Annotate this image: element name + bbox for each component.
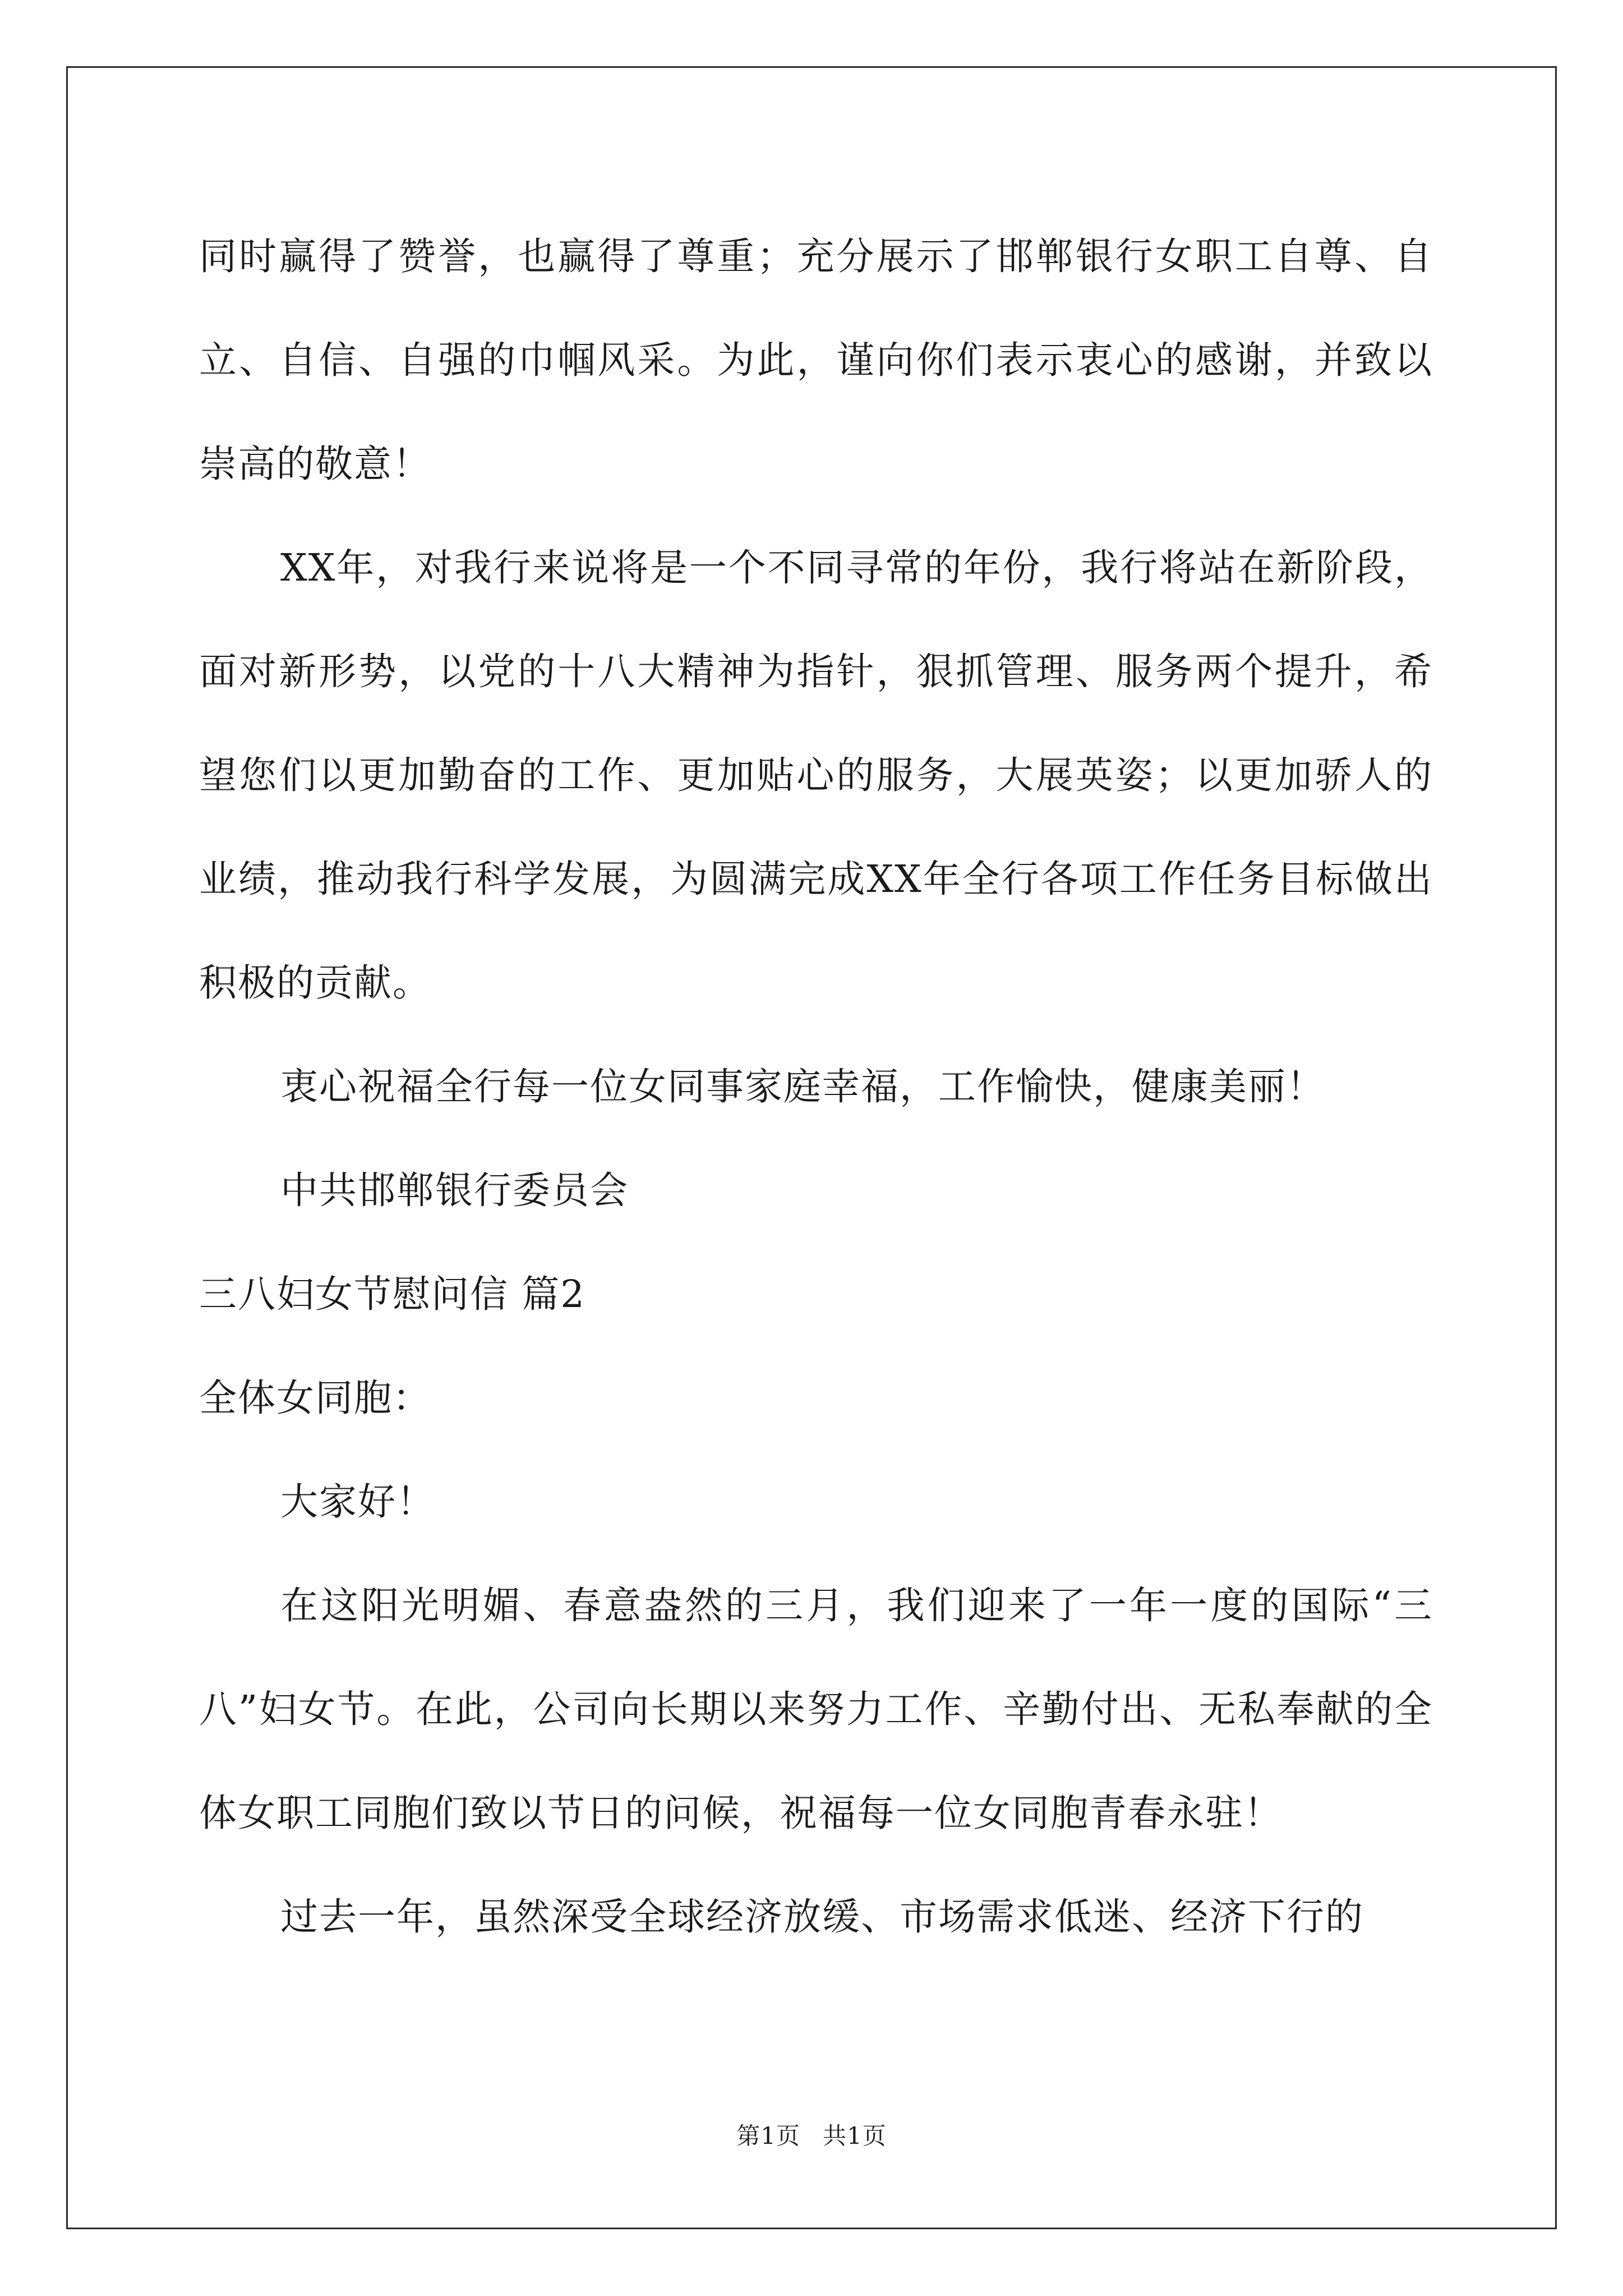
greeting: 大家好！ <box>280 1480 435 1524</box>
document-body <box>199 205 1433 1969</box>
paragraph-blessing: 衷心祝福全行每一位女同事家庭幸福，工作愉快，健康美丽！ <box>280 1065 1325 1108</box>
signature-committee: 中共邯郸银行委员会 <box>280 1168 629 1212</box>
page-number: 第1页 <box>736 2122 800 2150</box>
salutation: 全体女同胞： <box>199 1376 431 1420</box>
page-footer <box>0 2118 1623 2151</box>
section-heading: 三八妇女节慰问信 篇2 <box>199 1272 585 1316</box>
page-total: 共1页 <box>823 2122 887 2150</box>
paragraph-year-outlook: XX年，对我行来说将是一个不同寻常的年份，我行将站在新阶段，面对新形势，以党的十八大精神为指针，狠抓管理、服务两个提升，希望您们以更加勤奋的工作、更加贴心的服务，大展英姿；以更加骄人的业绩，推动我行科学发展，为圆满完成XX年全行各项工作任务目标做出积极的贡献。 <box>199 546 1433 1005</box>
paragraph-tribute: 同时赢得了赞誉，也赢得了尊重；充分展示了邯郸银行女职工自尊、自立、自信、自强的巾帼风采。为此，谨向你们表示衷心的感谢，并致以崇高的敬意！ <box>199 234 1433 486</box>
paragraph-past-year: 过去一年，虽然深受全球经济放缓、市场需求低迷、经济下行的 <box>280 1895 1364 1939</box>
paragraph-festival-greeting: 在这阳光明媚、春意盎然的三月，我们迎来了一年一度的国际“三八”妇女节。在此，公司向长期以来努力工作、辛勤付出、无私奉献的全体女职工同胞们致以节日的问候，祝福每一位女同胞青春永驻！ <box>199 1584 1433 1835</box>
